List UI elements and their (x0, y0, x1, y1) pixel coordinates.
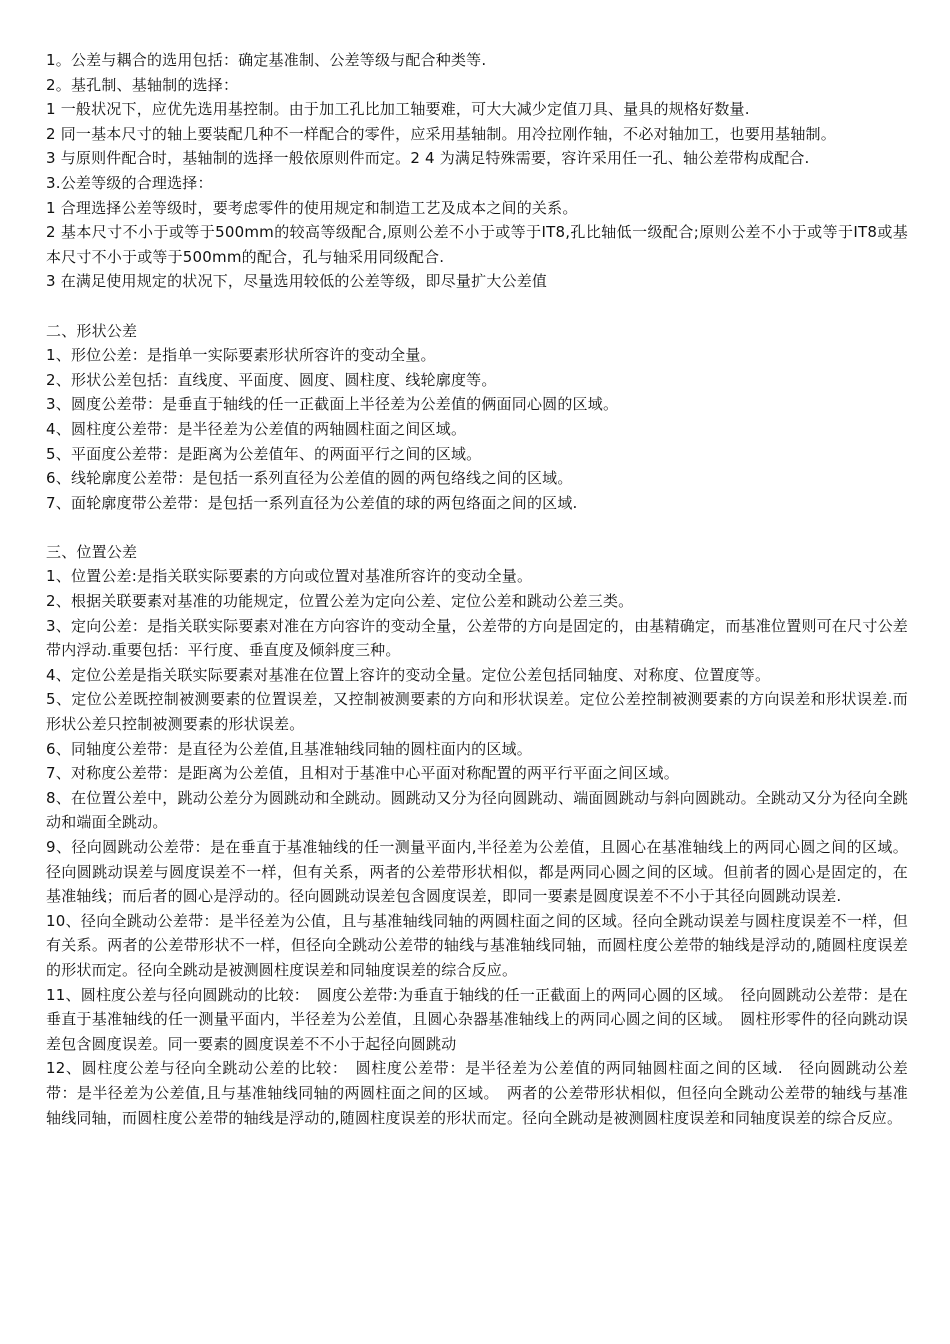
list-item: 7、面轮廓度带公差带：是包括一系列直径为公差值的球的两包络面之间的区域. (46, 493, 578, 512)
paragraph: 1 一般状况下，应优先选用基控制。由于加工孔比加工轴要难，可大大减少定值刀具、量具的规格好数量. (46, 100, 750, 119)
list-item: 6、线轮廓度公差带：是包括一系列直径为公差值的圆的两包络线之间的区域。 (46, 469, 573, 488)
subheading: 3.公差等级的合理选择： (46, 173, 213, 192)
list-item: 8、在位置公差中，跳动公差分为圆跳动和全跳动。圆跳动又分为径向圆跳动、端面圆跳动与斜向圆跳动。全跳动又分为径向全跳动和端面全跳动。 (46, 788, 908, 832)
paragraph: 3 与原则件配合时，基轴制的选择一般依原则件而定。2 4 为满足特殊需要，容许采用任一孔、轴公差带构成配合. (46, 149, 810, 168)
blank-line (46, 294, 908, 319)
list-item: 5、定位公差既控制被测要素的位置误差，又控制被测要素的方向和形状误差。定位公差控制被测要素的方向误差和形状误差.而形状公差只控制被测要素的形状误差。 (46, 690, 908, 734)
paragraph: 2 基本尺寸不小于或等于500mm的较高等级配合,原则公差不小于或等于IT8,孔比轴低一级配合;原则公差不小于或等于IT8或基本尺寸不小于或等于500mm的配合，孔与轴采用同级配合. (46, 223, 908, 266)
blank-line (46, 515, 908, 540)
section-heading-position-tolerance: 三、位置公差 (46, 542, 138, 561)
list-item: 6、同轴度公差带：是直径为公差值,且基准轴线同轴的圆柱面内的区域。 (46, 739, 532, 758)
list-item: 2、根据关联要素对基准的功能规定，位置公差为定向公差、定位公差和跳动公差三类。 (46, 592, 634, 611)
list-item: 3、圆度公差带：是垂直于轴线的任一正截面上半径差为公差值的俩面同心圆的区域。 (46, 395, 619, 414)
paragraph: 1。公差与耦合的选用包括：确定基准制、公差等级与配合种类等. (46, 51, 487, 69)
paragraph: 1 合理选择公差等级时，要考虑零件的使用规定和制造工艺及成本之间的关系。 (46, 198, 578, 217)
subheading: 2。基孔制、基轴制的选择： (46, 75, 239, 94)
list-item: 2、形状公差包括：直线度、平面度、圆度、圆柱度、线轮廓度等。 (46, 370, 497, 389)
list-item: 1、形位公差：是指单一实际要素形状所容许的变动全量。 (46, 346, 436, 365)
list-item: 4、定位公差是指关联实际要素对基准在位置上容许的变动全量。定位公差包括同轴度、对称度、位置度等。 (46, 665, 771, 684)
list-item: 3、定向公差：是指关联实际要素对准在方向容许的变动全量，公差带的方向是固定的，由基精确定，而基准位置则可在尺寸公差带内浮动.重要包括：平行度、垂直度及倾斜度三种。 (46, 616, 908, 660)
list-item: 9、径向圆跳动公差带：是在垂直于基准轴线的任一测量平面内,半径差为公差值，且圆心在基准轴线上的两同心圆之间的区域。径向圆跳动误差与圆度误差不一样，但有关系，两者的公差带形状相似，都是两同心圆之间的区域。但前者的圆心是固定的，在基准轴线；而后者的圆心是浮动的。径向圆跳动误差包含圆度误差，即同一要素是圆度误差不不小于其径向圆跳动误差. (46, 838, 908, 906)
document-body (46, 48, 908, 1130)
list-item: 4、圆柱度公差带：是半径差为公差值的两轴圆柱面之间区域。 (46, 419, 467, 438)
paragraph: 2 同一基本尺寸的轴上要装配几种不一样配合的零件，应采用基轴制。用冷拉刚作轴，不必对轴加工，也要用基轴制。 (46, 124, 836, 143)
list-item: 1、位置公差:是指关联实际要素的方向或位置对基准所容许的变动全量。 (46, 567, 533, 586)
list-item: 12、圆柱度公差与径向全跳动公差的比较： 圆柱度公差带：是半径差为公差值的两同轴圆柱面之间的区域. 径向圆跳动公差带：是半径差为公差值,且与基准轴线同轴的两圆柱面之间的区域。 两者的公差带形状相似，但径向全跳动公差带的轴线与基准轴线同轴，而圆柱度公差带的轴线是浮动的,随圆柱度误差的形状而定。径向全跳动是被测圆柱度误差和同轴度误差的综合反应。 (46, 1059, 908, 1127)
list-item: 10、径向全跳动公差带：是半径差为公值，且与基准轴线同轴的两圆柱面之间的区域。径向全跳动误差与圆柱度误差不一样，但有关系。两者的公差带形状不一样，但径向全跳动公差带的轴线与基准轴线同轴，而圆柱度公差带的轴线是浮动的,随圆柱度误差的形状而定。径向全跳动是被测圆柱度误差和同轴度误差的综合反应。 (46, 911, 908, 979)
paragraph: 3 在满足使用规定的状况下，尽量选用较低的公差等级，即尽量扩大公差值 (46, 272, 548, 291)
list-item: 7、对称度公差带：是距离为公差值，且相对于基准中心平面对称配置的两平行平面之间区域。 (46, 764, 679, 783)
list-item: 11、圆柱度公差与径向圆跳动的比较： 圆度公差带:为垂直于轴线的任一正截面上的两同心圆的区域。 径向圆跳动公差带：是在垂直于基准轴线的任一测量平面内，半径差为公差值，且圆心杂器基准轴线上的两同心圆之间的区域。 圆柱形零件的径向跳动误差包含圆度误差。同一要素的圆度误差不不小于起径向圆跳动 (46, 985, 908, 1053)
section-heading-shape-tolerance: 二、形状公差 (46, 321, 138, 340)
list-item: 5、平面度公差带：是距离为公差值年、的两面平行之间的区域。 (46, 444, 482, 463)
